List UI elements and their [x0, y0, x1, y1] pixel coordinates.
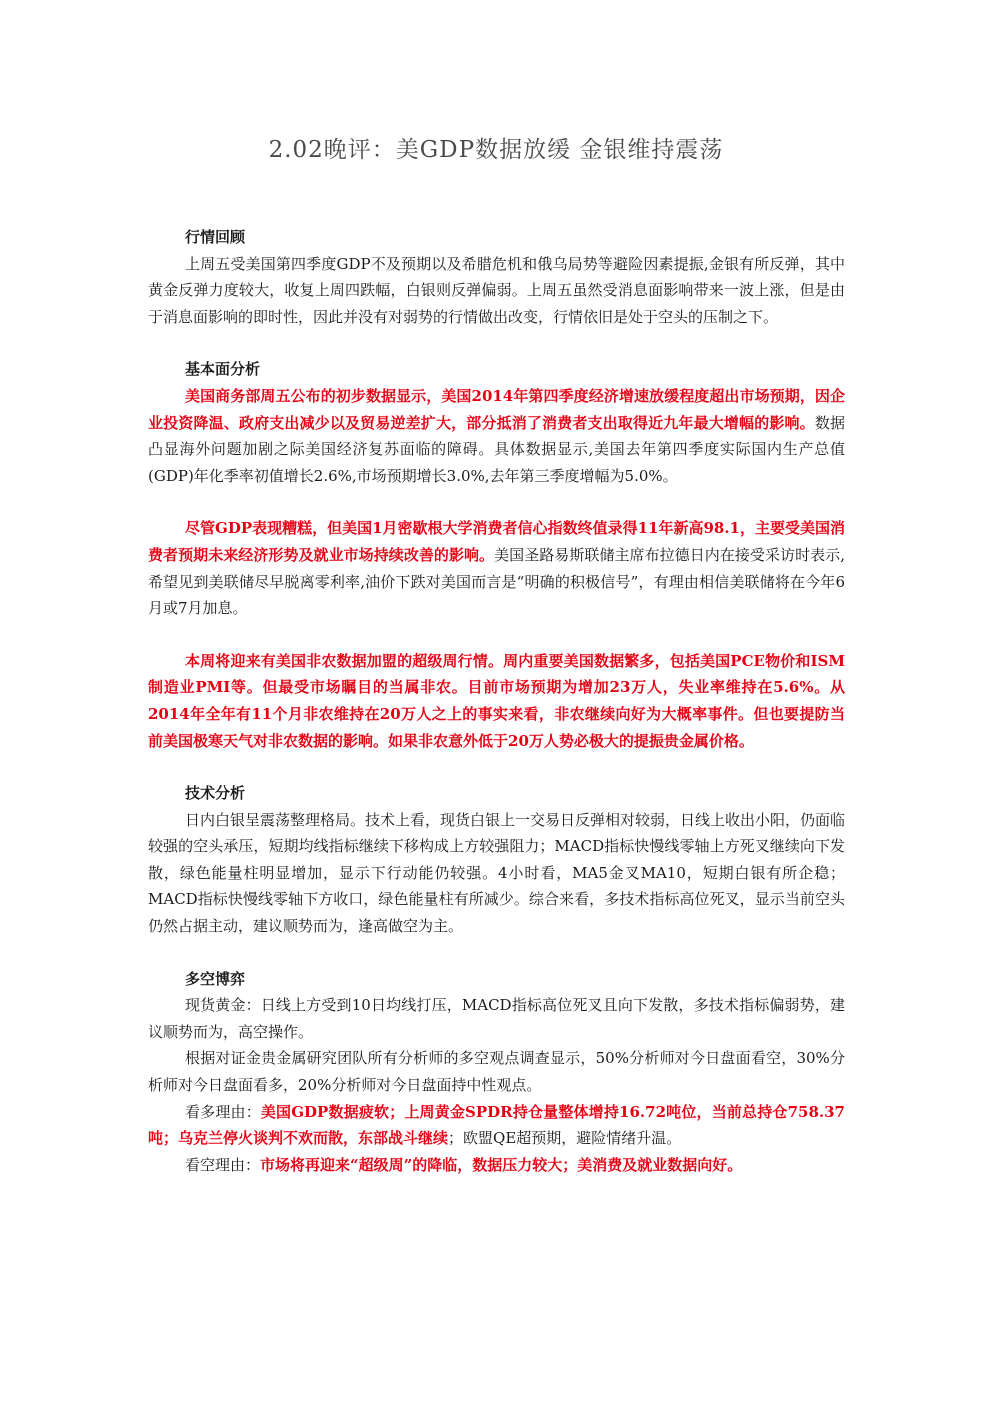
body-text: 美国圣路易斯联储主席布拉德日内在接受采访时表示,希望见到美联储尽早脱离零利率,油价下跌对美国而言是“明确的积极信号”，有理由相信美联储将在今年6月或7月加息。 — [148, 545, 845, 618]
spacer — [148, 330, 845, 356]
section-heading-fundamental: 基本面分析 — [185, 360, 261, 379]
document-body — [148, 224, 845, 1178]
section-heading-longshort: 多空博弈 — [185, 969, 246, 988]
bear-reasons — [148, 1152, 845, 1179]
fundamental-paragraph-1 — [148, 383, 845, 489]
highlight-text: 美国GDP数据疲软；上周黄金SPDR持仓量整体增持16.72吨位，当前总持仓758.37吨；乌克兰停火谈判不欢而散，东部战斗继续 — [148, 1102, 845, 1148]
page-title: 2.02晚评：美GDP数据放缓 金银维持震荡 — [268, 137, 724, 163]
spacer — [148, 940, 845, 966]
highlight-text: 美国商务部周五公布的初步数据显示，美国2014年第四季度经济增速放缓程度超出市场预期，因企业投资降温、政府支出减少以及贸易逆差扩大，部分抵消了消费者支出取得近九年最大增幅的影响。 — [148, 386, 845, 432]
longshort-paragraph-2: 根据对证金贵金属研究团队所有分析师的多空观点调查显示，50%分析师对今日盘面看空，30%分析师对今日盘面看多，20%分析师对今日盘面持中性观点。 — [148, 1049, 845, 1095]
spacer — [148, 622, 845, 648]
section-heading-review: 行情回顾 — [185, 228, 246, 246]
highlight-text: 尽管GDP表现糟糕，但美国1月密歇根大学消费者信心指数终值录得11年新高98.1，主要受美国消费者预期未来经济形势及就业市场持续改善的影响。 — [148, 519, 845, 564]
bull-label: 看多理由： — [185, 1102, 261, 1121]
spacer — [148, 754, 845, 780]
fundamental-paragraph-2 — [148, 515, 845, 621]
highlight-text: 本周将迎来有美国非农数据加盟的超级周行情。周内重要美国数据繁多，包括美国PCE物价和ISM制造业PMI等。但最受市场瞩目的当属非农。目前市场预期为增加23万人，失业率维持在5.6%。从2014年全年有11个月非农维持在20万人之上的事实来看，非农继续向好为大概率事件。但也要提防当前美国极寒天气对非农数据的影响。如果非农意外低于20万人势必极大的提振贵金属价格。 — [148, 651, 845, 750]
bear-label: 看空理由： — [185, 1155, 261, 1174]
body-text: 数据凸显海外问题加剧之际美国经济复苏面临的障碍。具体数据显示,美国去年第四季度实际国内生产总值(GDP)年化季率初值增长2.6%,市场预期增长3.0%,去年第三季度增幅为5.0%。 — [148, 413, 845, 485]
highlight-text: 市场将再迎来“超级周”的降临，数据压力较大；美消费及就业数据向好。 — [260, 1155, 743, 1174]
body-text: ；欧盟QE超预期，避险情绪升温。 — [448, 1129, 682, 1148]
bull-reasons — [148, 1099, 845, 1152]
fundamental-paragraph-3 — [148, 648, 845, 754]
spacer — [148, 489, 845, 515]
section-heading-technical: 技术分析 — [185, 784, 246, 803]
longshort-paragraph-1: 现货黄金：日线上方受到10日均线打压，MACD指标高位死叉且向下发散，多技术指标偏弱势，建议顺势而为，高空操作。 — [148, 996, 845, 1041]
technical-paragraph: 日内白银呈震荡整理格局。技术上看，现货白银上一交易日反弹相对较弱，日线上收出小阳，仍面临较强的空头承压，短期均线指标继续下移构成上方较强阻力；MACD指标快慢线零轴上方死叉继续向下发散，绿色能量柱明显增加，显示下行动能仍较强。4小时看，MA5金叉MA10，短期白银有所企稳；MACD指标快慢线零轴下方收口，绿色能量柱有所减少。综合来看，多技术指标高位死叉，显示当前空头仍然占据主动，建议顺势而为，逢高做空为主。 — [148, 810, 846, 936]
review-paragraph: 上周五受美国第四季度GDP不及预期以及希腊危机和俄乌局势等避险因素提振,金银有所反弹，其中黄金反弹力度较大，收复上周四跌幅，白银则反弹偏弱。上周五虽然受消息面影响带来一波上涨，但是由于消息面影响的即时性，因此并没有对弱势的行情做出改变，行情依旧是处于空头的压制之下。 — [148, 254, 845, 326]
